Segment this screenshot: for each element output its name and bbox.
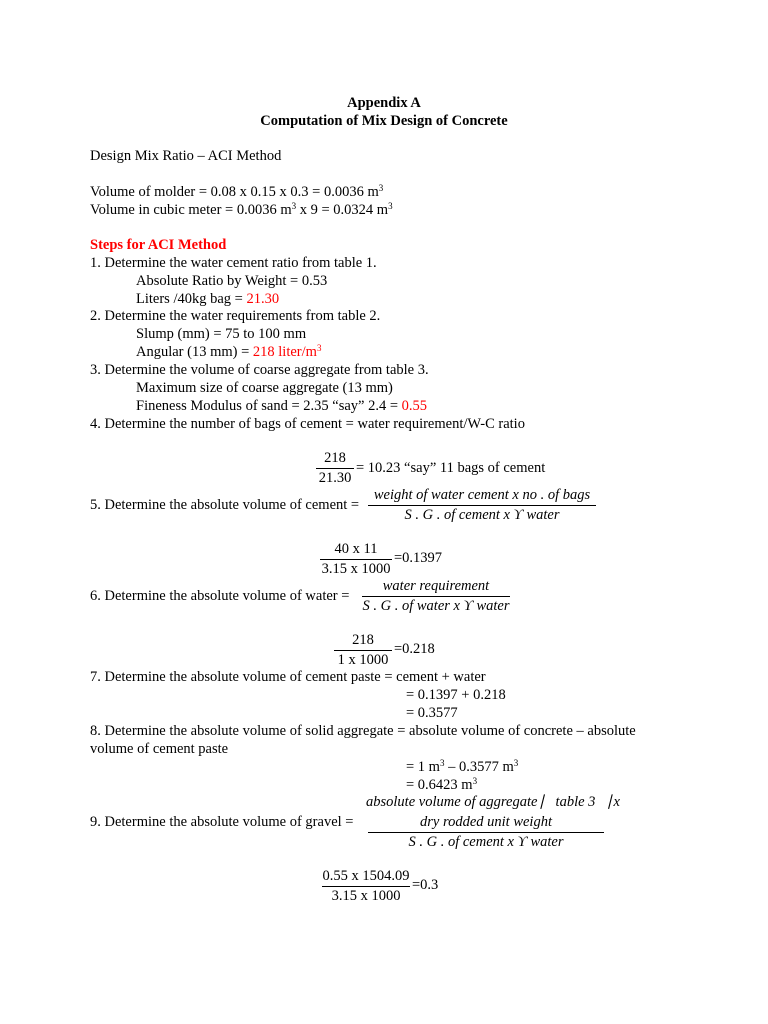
volume-cubic-line: Volume in cubic meter = 0.0036 $m^3$ x 9 = 0.0324 $m^3$ — [90, 201, 393, 218]
step-6-text: 6. Determine the absolute volume of water = — [90, 588, 350, 604]
step-1-abs-ratio: Absolute Ratio by Weight = 0.53 — [136, 273, 328, 289]
step-6-calculation — [332, 631, 394, 669]
fraction-numerator: 0.55 x 1504.09 — [322, 868, 410, 884]
step-1-liters: Liters /40kg bag = 21.30 — [136, 291, 280, 307]
step-7-text: 7. Determine the absolute volume of cement paste = cement + water — [90, 669, 486, 685]
step-5-formula — [366, 486, 598, 524]
step-1-text: 1. Determine the water cement ratio from table 1. — [90, 255, 377, 271]
step-7-line-2: = 0.1397 + 0.218 — [406, 687, 506, 703]
step-8-text: 8. Determine the absolute volume of solid aggregate = absolute volume of concrete – absolute — [90, 723, 636, 739]
formula-denominator: S . G . of cement x ϒ water — [408, 834, 564, 850]
document-title: Computation of Mix Design of Concrete — [260, 113, 508, 129]
step-7-line-3: = 0.3577 — [406, 705, 458, 721]
step-6-result: =0.218 — [394, 641, 435, 657]
step-2-text: 2. Determine the water requirements from table 2. — [90, 308, 381, 324]
volume-molder-line: Volume of molder = 0.08 x 0.15 x 0.3 = 0.0036 $m^3$ — [90, 183, 384, 200]
formula-numerator: weight of water cement x no . of bags — [373, 487, 591, 503]
fraction-numerator: 218 — [352, 632, 374, 648]
fraction-numerator: 218 — [324, 450, 346, 466]
formula-numerator-line-2: dry rodded unit weight — [420, 814, 552, 830]
step-3-max-size: Maximum size of coarse aggregate (13 mm) — [136, 380, 393, 396]
step-9-calculation — [320, 867, 412, 905]
step-5-text: 5. Determine the absolute volume of cement = — [90, 497, 360, 513]
step-3-fineness: Fineness Modulus of sand = 2.35 “say” 2.4 = 0.55 — [136, 398, 428, 414]
step-4-result: = 10.23 “say” 11 bags of cement — [356, 460, 546, 476]
fraction-denominator: 1 x 1000 — [337, 652, 389, 668]
steps-heading: Steps for ACI Method — [90, 237, 227, 253]
step-8-line-1: = 1 $m^3 - 0.3577$ $m^3$ — [406, 758, 519, 775]
method-line: Design Mix Ratio – ACI Method — [90, 148, 282, 164]
step-8-line-2: = 0.6423 $m^3$ — [406, 776, 478, 793]
step-9-text: 9. Determine the absolute volume of gravel = — [90, 814, 354, 830]
formula-numerator: water requirement — [382, 578, 490, 594]
step-8-text-cont: volume of cement paste — [90, 741, 229, 757]
appendix-label: Appendix A — [347, 95, 421, 111]
step-5-calculation — [318, 540, 394, 578]
step-3-text: 3. Determine the volume of coarse aggregate from table 3. — [90, 362, 429, 378]
step-9-formula — [366, 793, 620, 851]
step-5-result: =0.1397 — [394, 550, 443, 566]
fraction-denominator: 3.15 x 1000 — [321, 561, 391, 577]
formula-numerator-line-1: absolute volume of aggregate ⎸table 3⎹ x — [366, 794, 620, 810]
step-2-slump: Slump (mm) = 75 to 100 mm — [136, 326, 307, 342]
step-9-result: =0.3 — [412, 877, 439, 893]
fraction-denominator: 21.30 — [318, 470, 352, 486]
step-2-angular: Angular (13 mm) = 218 liter/$m^3$ — [136, 343, 322, 360]
step-6-formula — [360, 577, 512, 615]
step-4-fraction — [314, 449, 356, 487]
fraction-numerator: 40 x 11 — [334, 541, 378, 557]
fraction-denominator: 3.15 x 1000 — [331, 888, 401, 904]
step-4-text: 4. Determine the number of bags of cement = water requirement/W-C ratio — [90, 416, 525, 432]
formula-denominator: S . G . of cement x ϒ water — [404, 507, 560, 523]
formula-denominator: S . G . of water x ϒ water — [362, 598, 510, 614]
